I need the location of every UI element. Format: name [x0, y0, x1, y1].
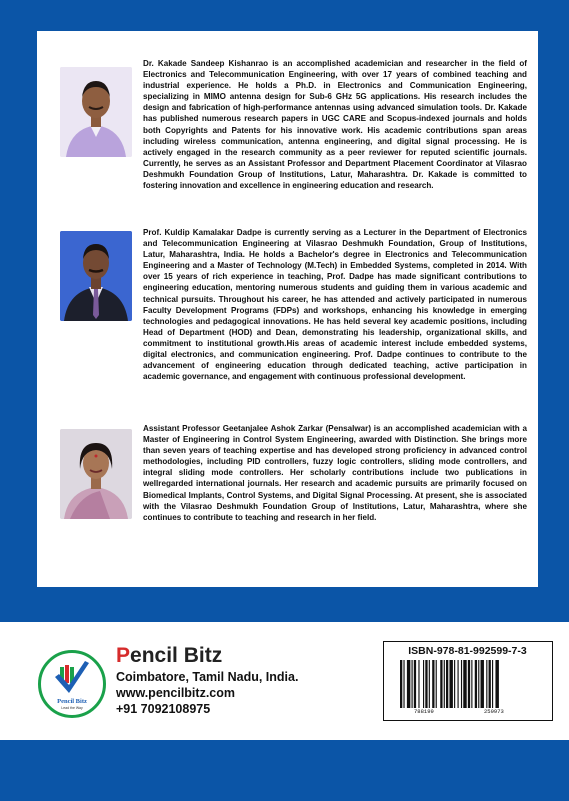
publisher-name-initial: P [116, 644, 131, 667]
barcode-icon [398, 660, 538, 708]
author-photo-2 [60, 231, 132, 321]
publisher-website: www.pencilbitz.com [116, 686, 235, 700]
publisher-name [116, 644, 222, 668]
author-bio-2: Prof. Kuldip Kamalakar Dadpe is currently serving as a Lecturer in the Department of Electronics and Telecommunication Engineering at Vilasrao Deshmukh Foundation, Group of Institutions, Latur, Maharashtra, India. He holds a Bachelor's degree in Electronics and Telecommunication Engineering and a Master of Technology (M.Tech) in Embedded Systems, completed in 2014. With over 15 years of rich experience in teaching, Prof. Dadpe has made significant contributions to engineering education, mentoring numerous students and guiding them in various academic and technical pursuits. Throughout his career, he has attended and actively participated in numerous Faculty Development Programs (FDPs) and workshops, enhancing his knowledge in emerging technologies and pedagogical innovations. He has held several key academic positions, including Head of Department (HOD) and Dean, demonstrating his leadership, organizational skills, and commitment to institutional growth.His areas of academic interest include embedded systems, digital electronics, and communication engineering. Prof. Dadpe continues to contribute to the advancement of engineering education through dedicated teaching, active participation in academic governance, and engagement with continuous professional development. [143, 228, 527, 382]
barcode-right-digits: 259973 [484, 708, 504, 715]
author-bio-panel [37, 31, 538, 587]
publisher-location: Coimbatore, Tamil Nadu, India. [116, 670, 299, 684]
publisher-phone: +91 7092108975 [116, 702, 211, 716]
logo-tagline: Lead the Way [61, 706, 83, 710]
cover-background-bottom [0, 740, 569, 801]
portrait-icon [60, 429, 132, 519]
pencil-check-icon [41, 653, 103, 715]
isbn-label: ISBN-978-81-992599-7-3 [408, 645, 527, 657]
portrait-icon [60, 231, 132, 321]
logo-text: Pencil Bitz [57, 698, 87, 705]
barcode-left-digits: 788199 [414, 708, 434, 715]
portrait-icon [60, 67, 132, 157]
author-photo-3 [60, 429, 132, 519]
isbn-barcode-box [383, 641, 553, 721]
publisher-name-rest: encil Bitz [130, 644, 223, 667]
author-bio-3: Assistant Professor Geetanjalee Ashok Zarkar (Pensalwar) is an accomplished academician with a Master of Engineering in Control System Engineering, awarded with Distinction. She brings more than seven years of teaching expertise and has developed strong proficiency in advanced control methodologies, including PID controllers, fuzzy logic controllers, sliding mode controllers, and integral sliding mode controllers. Her scholarly contributions include two publications in wellregarded international journals. Her research and academic pursuits are primarily focused on Biomedical Implants, Control Systems, and Digital Signal Processing. At present, she is associated with the Vilasrao Deshmukh Foundation Group of Institutions, Latur, Maharashtra, where she continues to contribute to teaching and research in her field. [143, 424, 527, 522]
author-photo-1 [60, 67, 132, 157]
author-bio-1: Dr. Kakade Sandeep Kishanrao is an accomplished academician and researcher in the field of Electronics and Telecommunication Engineering, with over 17 years of combined teaching and industrial experience. He holds a Ph.D. in Electronics and Communication Engineering, specializing in MIMO antenna design for Sub-6 GHz 5G applications. His research includes the design and fabrication of high-performance antennas using advanced simulation tools. Dr. Kakade has published numerous research papers in UGC CARE and Scopus-indexed journals and holds both Copyrights and Patents for his innovative work. His academic contributions span areas including wireless communication, antenna engineering, and digital signal processing. He is actively engaged in the research community as a peer reviewer for reputed scientific journals. Currently, he serves as an Assistant Professor and Department Placement Coordinator at Vilasrao Deshmukh Foundation Group of Institutions, Latur, Maharashtra. Dr. Kakade is committed to fostering innovation and excellence in engineering education and research. [143, 59, 527, 191]
publisher-logo [38, 650, 106, 718]
